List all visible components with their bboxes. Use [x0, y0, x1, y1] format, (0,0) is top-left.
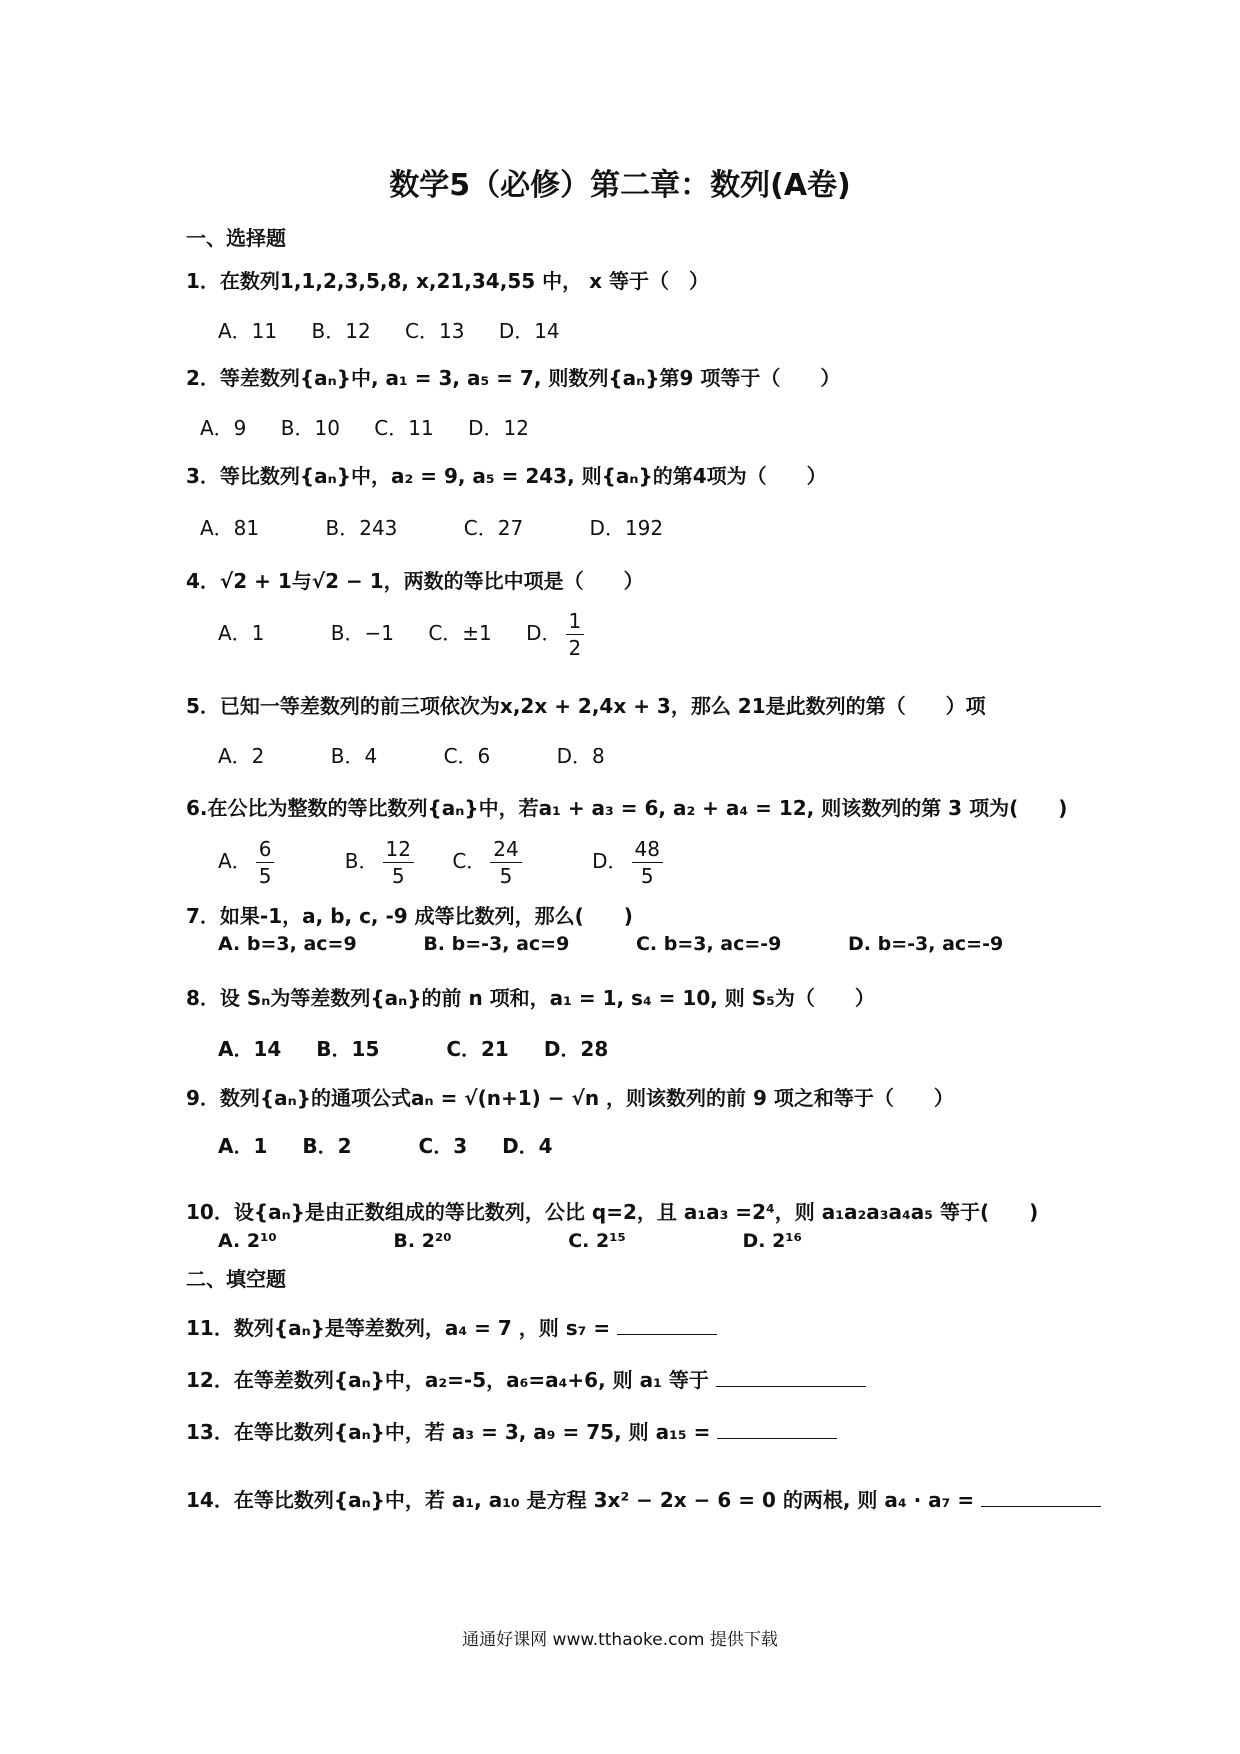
- option-d: D. 2¹⁶: [742, 1230, 802, 1252]
- answer-blank: [716, 1368, 866, 1387]
- option-d: D. b=-3, ac=-9: [848, 933, 1004, 955]
- answer-blank: [617, 1316, 717, 1335]
- page-footer: 通通好课网 www.tthaoke.com 提供下载: [462, 1630, 778, 1650]
- fraction-denominator: 5: [499, 864, 513, 888]
- option-c: C. b=3, ac=-9: [635, 933, 782, 955]
- question-5: 5．已知一等差数列的前三项依次为x,2x + 2,4x + 3，那么 21是此数列的第（ ）项: [186, 694, 986, 718]
- option-b-fraction: [383, 836, 414, 889]
- option-a: A．1: [218, 621, 265, 645]
- option-b: B．15: [316, 1037, 380, 1061]
- option-b: B．10: [280, 416, 340, 440]
- option-c: C．6: [443, 744, 491, 768]
- option-b: B．2: [302, 1134, 352, 1158]
- fraction-denominator: 5: [258, 864, 272, 888]
- fraction-denominator: 5: [391, 864, 405, 888]
- question-3: 3．等比数列{aₙ}中，a₂ = 9, a₅ = 243, 则{aₙ}的第4项为（ ）: [186, 464, 827, 488]
- option-a: A．11: [218, 319, 278, 343]
- page-title: 数学5（必修）第二章：数列(A卷): [389, 168, 851, 203]
- option-d: D．192: [589, 516, 664, 540]
- option-a: A．: [218, 849, 252, 873]
- option-a: A．2: [218, 744, 265, 768]
- fraction-denominator: 2: [568, 636, 582, 660]
- question-11-text: 11．数列{aₙ}是等差数列，a₄ = 7 ，则 s₇ =: [186, 1316, 611, 1340]
- option-b: B. b=-3, ac=9: [423, 933, 570, 955]
- option-a: A．9: [200, 416, 247, 440]
- option-d: D．12: [468, 416, 529, 440]
- question-14: [186, 1484, 1101, 1513]
- question-7-options: [218, 933, 1003, 955]
- fraction-denominator: 5: [640, 864, 654, 888]
- option-c: C．11: [374, 416, 434, 440]
- question-8-options: [218, 1033, 608, 1062]
- option-c: C．±1: [428, 621, 492, 645]
- option-c: C．27: [463, 516, 524, 540]
- option-b: B. 2²⁰: [393, 1230, 452, 1252]
- question-12: [186, 1364, 866, 1393]
- question-9-options: [218, 1130, 553, 1159]
- option-a: A．1: [218, 1134, 268, 1158]
- option-d: D．: [592, 849, 628, 873]
- option-a: A．81: [200, 516, 260, 540]
- option-d: D．28: [543, 1037, 609, 1061]
- option-b: B．−1: [330, 621, 394, 645]
- option-a: A. 2¹⁰: [218, 1230, 277, 1252]
- question-10: 10．设{aₙ}是由正数组成的等比数列，公比 q=2，且 a₁a₃ =2⁴，则 a₁a₂a₃a₄a₅ 等于( ): [186, 1200, 1039, 1224]
- question-13: [186, 1416, 837, 1445]
- question-7: 7．如果-1，a, b, c, -9 成等比数列，那么( ): [186, 904, 633, 928]
- option-d: D．14: [498, 319, 560, 343]
- option-c: C．13: [405, 319, 465, 343]
- section-heading-fill: 二、填空题: [186, 1267, 286, 1291]
- question-3-options: [200, 512, 663, 541]
- question-6-options: [218, 836, 667, 889]
- answer-blank: [981, 1488, 1101, 1507]
- question-1: 1．在数列1,1,2,3,5,8, x,21,34,55 中， x 等于（ ）: [186, 269, 709, 293]
- option-a: A．14: [218, 1037, 282, 1061]
- question-5-options: [218, 740, 605, 769]
- question-11: [186, 1312, 717, 1341]
- question-12-text: 12．在等差数列{aₙ}中，a₂=-5，a₆=a₄+6, 则 a₁ 等于: [186, 1368, 709, 1392]
- option-a-fraction: [256, 836, 275, 889]
- fraction-numerator: 6: [256, 836, 275, 863]
- option-b: B．243: [325, 516, 398, 540]
- question-2: 2．等差数列{aₙ}中, a₁ = 3, a₅ = 7, 则数列{aₙ}第9 项等于（ ）: [186, 366, 841, 390]
- fraction-numerator: 24: [490, 836, 521, 863]
- question-2-options: [200, 412, 529, 441]
- question-1-options: [218, 315, 560, 344]
- option-a: A. b=3, ac=9: [218, 933, 357, 955]
- section-heading-choice: 一、选择题: [186, 226, 286, 250]
- option-d: D．8: [556, 744, 605, 768]
- option-d: D．4: [502, 1134, 553, 1158]
- option-d: D．: [526, 621, 562, 645]
- option-b: B．: [344, 849, 379, 873]
- question-9: 9．数列{aₙ}的通项公式aₙ = √(n+1) − √n ，则该数列的前 9 项之和等于（ ）: [186, 1086, 954, 1110]
- option-d-fraction: [566, 608, 585, 661]
- option-c: C．: [452, 849, 487, 873]
- fraction-numerator: 48: [632, 836, 663, 863]
- question-13-text: 13．在等比数列{aₙ}中，若 a₃ = 3, a₉ = 75, 则 a₁₅ =: [186, 1420, 711, 1444]
- option-d-fraction: [632, 836, 663, 889]
- question-4-options: [218, 608, 588, 661]
- option-c: C．3: [418, 1134, 468, 1158]
- fraction-numerator: 12: [383, 836, 414, 863]
- option-c: C. 2¹⁵: [568, 1230, 626, 1252]
- question-4: 4．√2 + 1与√2 − 1，两数的等比中项是（ ）: [186, 569, 644, 593]
- option-b: B．12: [311, 319, 371, 343]
- answer-blank: [717, 1420, 837, 1439]
- question-14-text: 14．在等比数列{aₙ}中，若 a₁, a₁₀ 是方程 3x² − 2x − 6 = 0 的两根, 则 a₄ · a₇ =: [186, 1488, 975, 1512]
- question-8: 8．设 Sₙ为等差数列{aₙ}的前 n 项和，a₁ = 1, s₄ = 10, 则 S₅为（ ）: [186, 986, 875, 1010]
- question-10-options: [218, 1230, 802, 1252]
- option-b: B．4: [330, 744, 378, 768]
- option-c-fraction: [490, 836, 521, 889]
- option-c: C．21: [446, 1037, 509, 1061]
- fraction-numerator: 1: [566, 608, 585, 635]
- question-6: 6.在公比为整数的等比数列{aₙ}中，若a₁ + a₃ = 6, a₂ + a₄ = 12, 则该数列的第 3 项为( ): [186, 796, 1068, 820]
